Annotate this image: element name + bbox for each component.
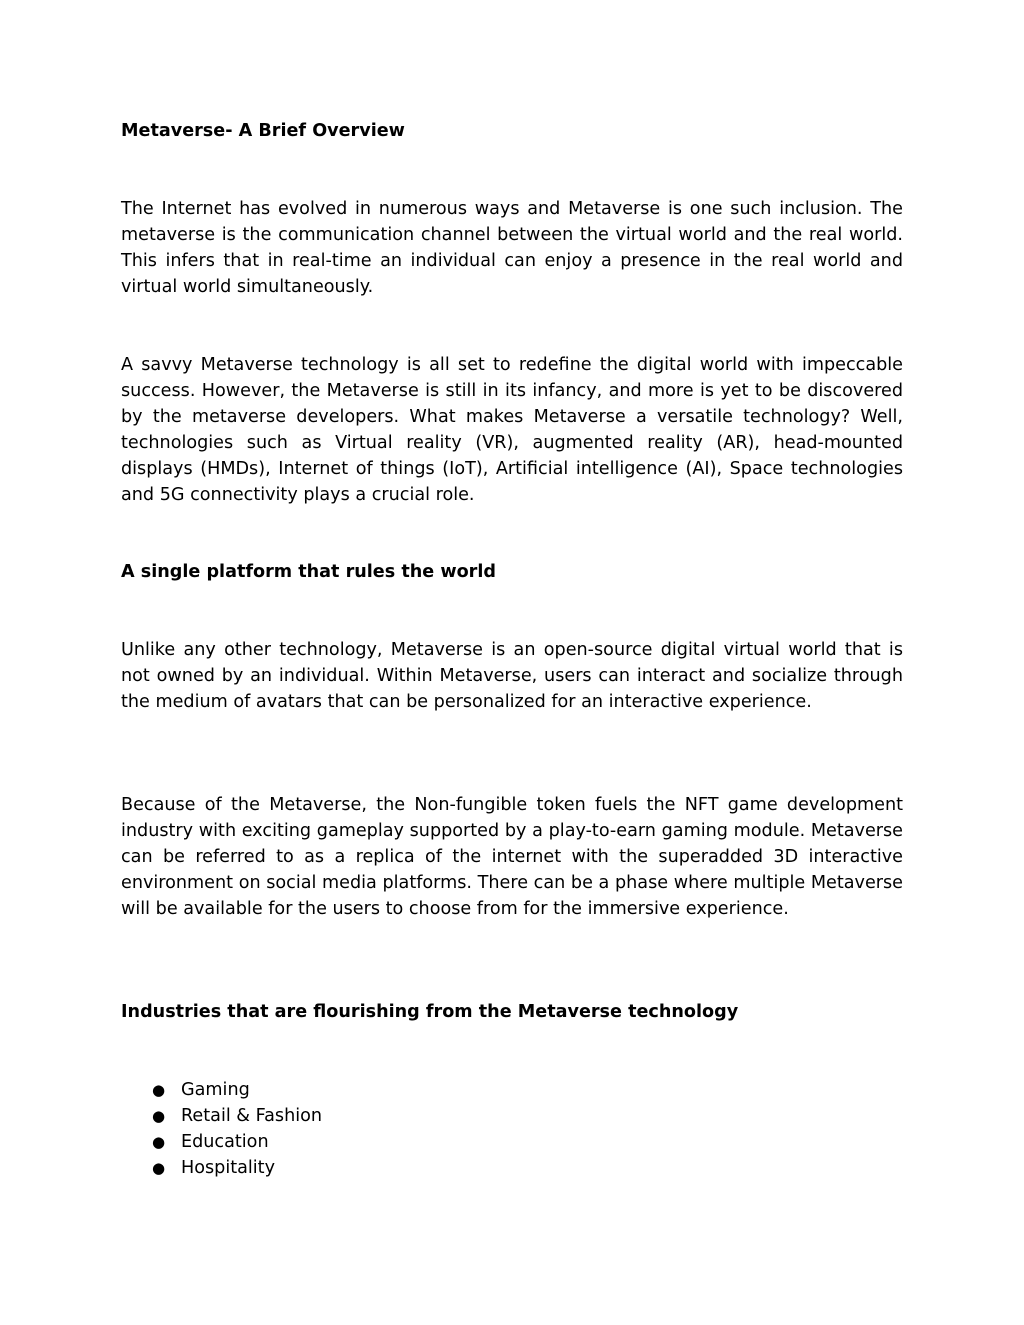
platform-paragraph-1: Unlike any other technology, Metaverse is an open-source digital virtual world that is not owned by an individual. Within Metaverse, users can interact and socialize through the medium of avatars that can be personalized for an interactive experience. [121, 640, 903, 712]
list-item [121, 1078, 903, 1104]
bullet-icon: ● [152, 1158, 166, 1177]
list-item-label: Retail & Fashion [181, 1105, 323, 1126]
document-title: Metaverse- A Brief Overview [121, 121, 405, 141]
bullet-icon: ● [152, 1106, 166, 1125]
bullet-icon: ● [152, 1132, 166, 1151]
bullet-icon: ● [152, 1081, 166, 1099]
section-heading-industries: Industries that are flourishing from the Metaverse technology [121, 1002, 739, 1022]
list-item-label: Gaming [181, 1080, 250, 1100]
list-item-label: Hospitality [181, 1157, 275, 1178]
list-item [121, 1104, 903, 1130]
list-item-label: Education [181, 1131, 269, 1152]
industries-list [121, 1078, 903, 1182]
intro-paragraph-2: A savvy Metaverse technology is all set to redefine the digital world with impeccable success. However, the Metaverse is still in its infancy, and more is yet to be discovered by the metaverse developers. What makes Metaverse a versatile technology? Well, technologies such as Virtual reality (VR), augmented reality (AR), head-mounted displays (HMDs), Internet of things (IoT), Artificial intelligence (AI), Space technologies and 5G connectivity plays a crucial role. [121, 355, 903, 505]
list-item [121, 1130, 903, 1156]
list-item [121, 1156, 903, 1182]
section-heading-platform: A single platform that rules the world [121, 562, 496, 582]
intro-paragraph-1: The Internet has evolved in numerous ways and Metaverse is one such inclusion. The metaverse is the communication channel between the virtual world and the real world. This infers that in real-time an individual can enjoy a presence in the real world and virtual world simultaneously. [121, 199, 903, 297]
platform-paragraph-2: Because of the Metaverse, the Non-fungible token fuels the NFT game development industry with exciting gameplay supported by a play-to-earn gaming module. Metaverse can be referred to as a replica of the internet with the superadded 3D interactive environment on social media platforms. There can be a phase where multiple Metaverse will be available for the users to choose from for the immersive experience. [121, 795, 903, 919]
